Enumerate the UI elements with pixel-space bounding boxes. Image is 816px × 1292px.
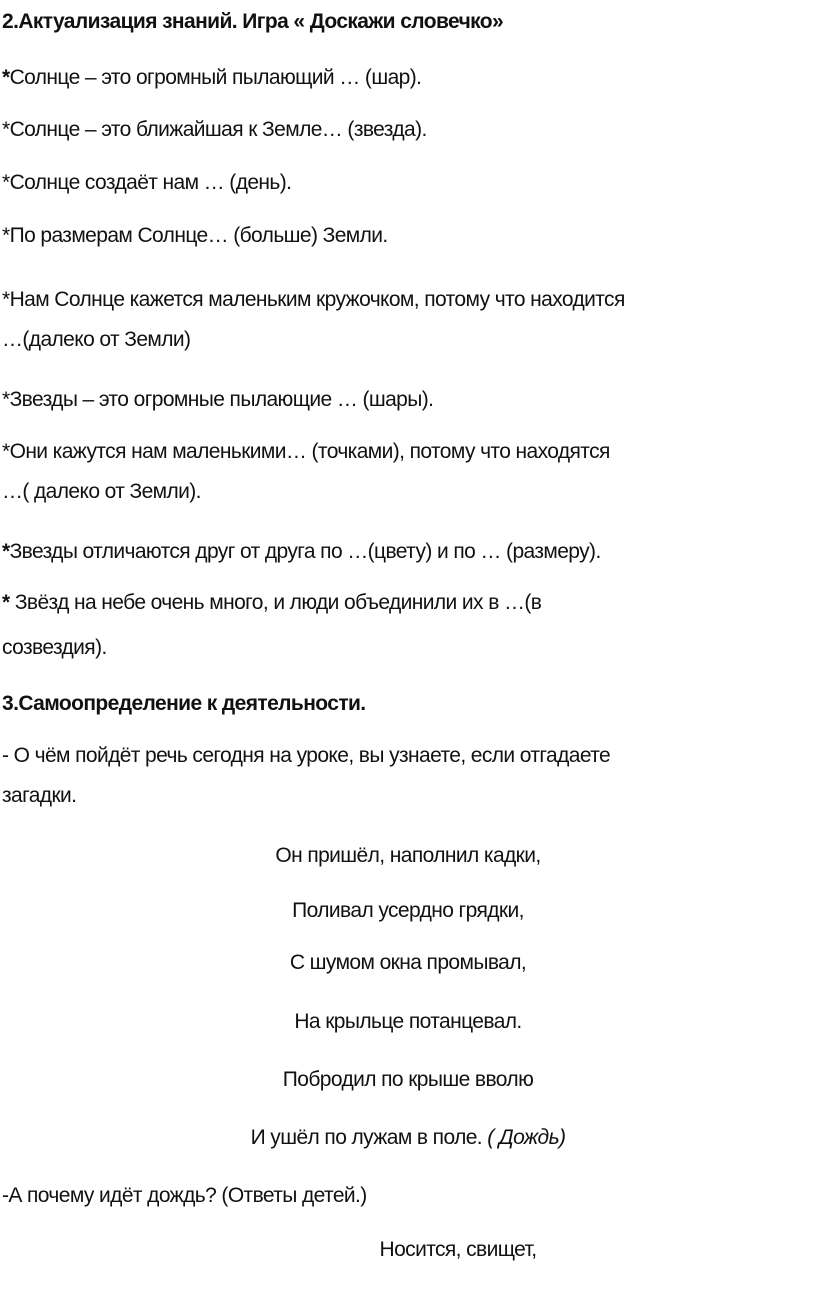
riddle-line: Побродил по крыше вволю — [282, 1068, 534, 1091]
list-item: *Звезды отличаются друг от друга по …(цвету) и по … (размеру). — [2, 540, 601, 563]
bullet-star: * — [2, 288, 10, 311]
riddle-line: И ушёл по лужам в поле. ( Дождь) — [250, 1126, 566, 1149]
section-2-heading: 2.Актуализация знаний. Игра « Доскажи словечко» — [2, 10, 504, 33]
list-item: *Они кажутся нам маленькими… (точками), потому что находятся — [2, 440, 610, 463]
bullet-star: * — [2, 591, 15, 614]
list-item: *Нам Солнце кажется маленьким кружочком, потому что находится — [2, 288, 625, 311]
list-item: *Солнце создаёт нам … (день). — [2, 171, 292, 194]
list-item: *Солнце – это ближайшая к Земле… (звезда). — [2, 118, 427, 141]
riddle-answer: ( Дождь) — [487, 1126, 566, 1149]
list-item-continuation: …(далеко от Земли) — [2, 328, 191, 351]
bullet-star: * — [2, 118, 10, 141]
riddle-line: Носится, свищет, — [379, 1238, 537, 1261]
list-item: *Звезды – это огромные пылающие … (шары). — [2, 388, 434, 411]
riddle-line: На крыльце потанцевал. — [294, 1010, 522, 1033]
list-item: *Солнце – это огромный пылающий … (шар). — [2, 66, 422, 89]
bullet-star: * — [2, 540, 10, 563]
intro-text-continuation: загадки. — [2, 784, 77, 807]
bullet-star: * — [2, 66, 10, 89]
question-text: -А почему идёт дождь? (Ответы детей.) — [2, 1184, 367, 1207]
bullet-star: * — [2, 388, 10, 411]
list-item: * Звёзд на небе очень много, и люди объединили их в …(в — [2, 591, 542, 614]
bullet-star: * — [2, 171, 10, 194]
riddle-line: С шумом окна промывал, — [289, 951, 527, 974]
bullet-star: * — [2, 440, 10, 463]
section-3-heading: 3.Самоопределение к деятельности. — [2, 692, 366, 715]
list-item: *По размерам Солнце… (больше) Земли. — [2, 224, 388, 247]
list-item-continuation: …( далеко от Земли). — [2, 480, 201, 503]
riddle-line: Он пришёл, наполнил кадки, — [275, 844, 541, 867]
riddle-line: Поливал усердно грядки, — [292, 899, 524, 922]
list-item-continuation: созвездия). — [2, 636, 107, 659]
intro-text: - О чём пойдёт речь сегодня на уроке, вы узнаете, если отгадаете — [2, 744, 611, 767]
bullet-star: * — [2, 224, 10, 247]
